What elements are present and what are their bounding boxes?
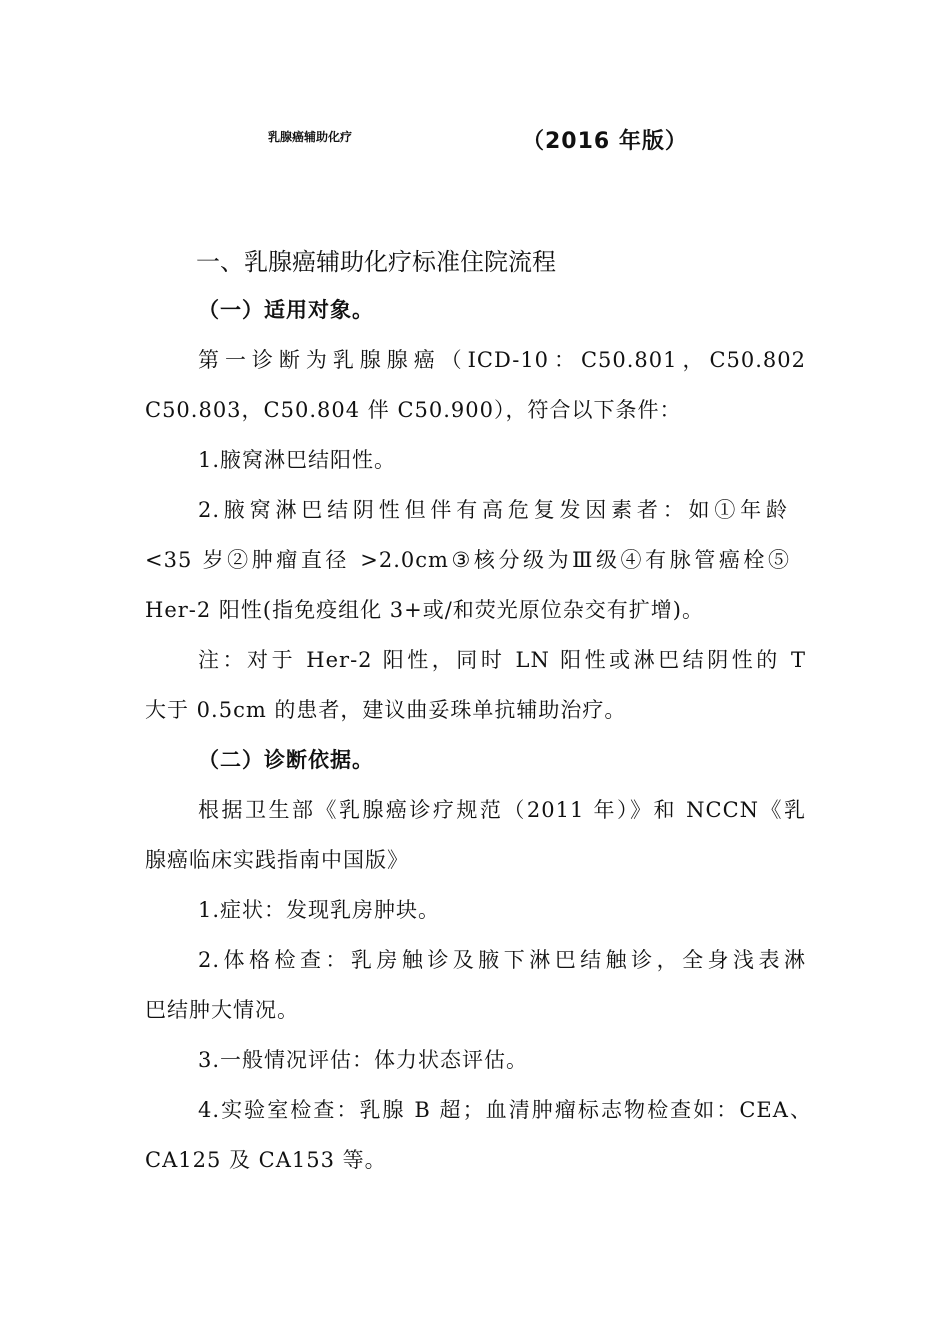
document-title: 乳腺癌辅助化疗 bbox=[268, 130, 353, 144]
basis-line-2: 腺癌临床实践指南中国版》 bbox=[145, 848, 409, 872]
basis-item-3: 3.一般情况评估：体力状态评估。 bbox=[198, 1048, 529, 1072]
subsection-heading-diagnosis-basis: （二）诊断依据。 bbox=[198, 747, 374, 772]
basis-item-1: 1.症状：发现乳房肿块。 bbox=[198, 898, 441, 922]
note-line-2: 大于 0.5cm 的患者，建议曲妥珠单抗辅助治疗。 bbox=[145, 698, 627, 722]
condition-item-2-line-2: <35 岁②肿瘤直径 >2.0cm③核分级为Ⅲ级④有脉管癌栓⑤ bbox=[145, 548, 790, 572]
note-line-1: 注：对于 Her-2 阳性，同时 LN 阳性或淋巴结阴性的 T bbox=[198, 648, 806, 672]
subsection-heading-applicable-subjects: （一）适用对象。 bbox=[198, 297, 374, 322]
condition-item-1: 1.腋窝淋巴结阳性。 bbox=[198, 448, 397, 472]
condition-item-2-line-3: Her-2 阳性(指免疫组化 3+或/和荧光原位杂交有扩增)。 bbox=[145, 598, 705, 622]
basis-item-4-line-2: CA125 及 CA153 等。 bbox=[145, 1148, 387, 1172]
document-edition: （2016 年版） bbox=[522, 129, 688, 154]
basis-item-2-line-2: 巴结肿大情况。 bbox=[145, 998, 299, 1022]
basis-item-2-line-1: 2.体格检查：乳房触诊及腋下淋巴结触诊，全身浅表淋 bbox=[198, 948, 806, 972]
basis-line-1: 根据卫生部《乳腺癌诊疗规范（2011 年）》和 NCCN《乳 bbox=[198, 798, 806, 822]
section-heading: 一、乳腺癌辅助化疗标准住院流程 bbox=[196, 248, 556, 276]
basis-item-4-line-1: 4.实验室检查：乳腺 B 超；血清肿瘤标志物检查如：CEA、 bbox=[198, 1098, 812, 1122]
diagnosis-line-2: C50.803，C50.804 伴 C50.900），符合以下条件： bbox=[145, 398, 682, 422]
diagnosis-line-1: 第一诊断为乳腺腺癌（ICD-10：C50.801，C50.802 bbox=[198, 348, 806, 372]
condition-item-2-line-1: 2.腋窝淋巴结阴性但伴有高危复发因素者：如①年龄 bbox=[198, 498, 788, 522]
